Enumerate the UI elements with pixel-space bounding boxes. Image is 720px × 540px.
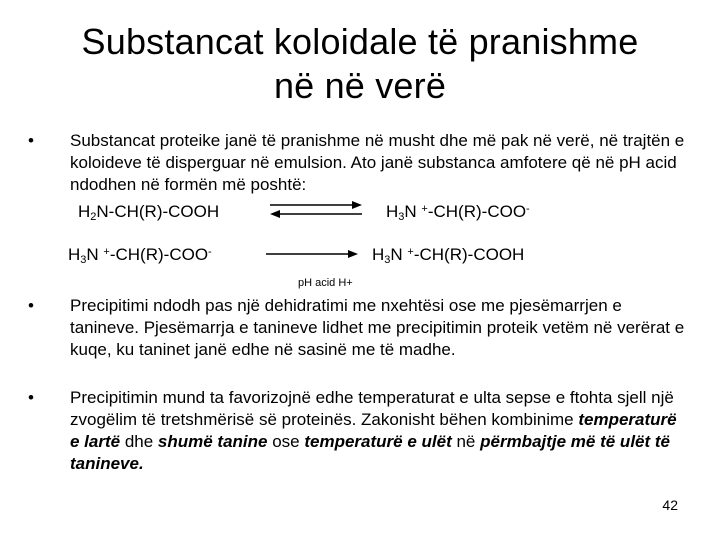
emphasis-many-tannins: shumë tanine: [157, 432, 268, 451]
slide-title: [0, 20, 720, 108]
reaction-arrow-icon: [262, 247, 362, 261]
emphasis-low-temperature: temperaturë e ulët: [304, 432, 452, 451]
bullet-marker: •: [28, 296, 34, 315]
eq2-left: $H_3N$ +-CH(R)-COO-: [68, 245, 212, 266]
emphasis-lower-tannin-content: përmbajtje më të ulët të tanineve.: [70, 432, 670, 473]
bullet-marker: •: [28, 131, 34, 150]
eq1-left: $H_2N-CH(R)$-COOH: [78, 202, 220, 223]
emphasis-high-temperature: temperaturë e lartë: [70, 410, 677, 451]
bullet-1-text: Substancat proteike janë të pranishme në musht dhe më pak në verë, në trajtën e koloideve të disperguar në emulsion. Ato janë substanca amfotere që në pH acid ndodhen në formën më poshtë:: [70, 131, 685, 194]
eq1-right: $H_3N$ +-CH(R)-COO-: [386, 202, 530, 223]
title-line-2: në në verë: [273, 65, 447, 106]
title-line-1: Substancat koloidale të pranishme: [81, 21, 639, 62]
page-number: 42: [662, 497, 678, 513]
bullet-3-text: Precipitimin mund ta favorizojnë edhe temperaturat e ulta sepse e ftohta sjell një zvogëlim të tretshmërisë së proteinës. Zakonisht bëhen kombinime temperaturë e lartë dhe shumë tanine ose temperaturë e ulët në përmbajtje më të ulët të tanineve.: [70, 388, 677, 473]
reaction-condition: pH acid H+: [298, 277, 353, 289]
equilibrium-arrows-icon: [266, 198, 366, 220]
eq2-right: $H_3N$ +-CH(R)-COOH: [372, 245, 525, 266]
bullet-marker: •: [28, 388, 34, 407]
bullet-2-text: Precipitimi ndodh pas një dehidratimi me nxehtësi ose me pjesëmarrjen e tanineve. Pjesëmarrja e tanineve lidhet me precipitimin proteik vetëm në verërat e kuqe, ku taninet janë edhe në sasinë me të madhe.: [70, 296, 685, 359]
